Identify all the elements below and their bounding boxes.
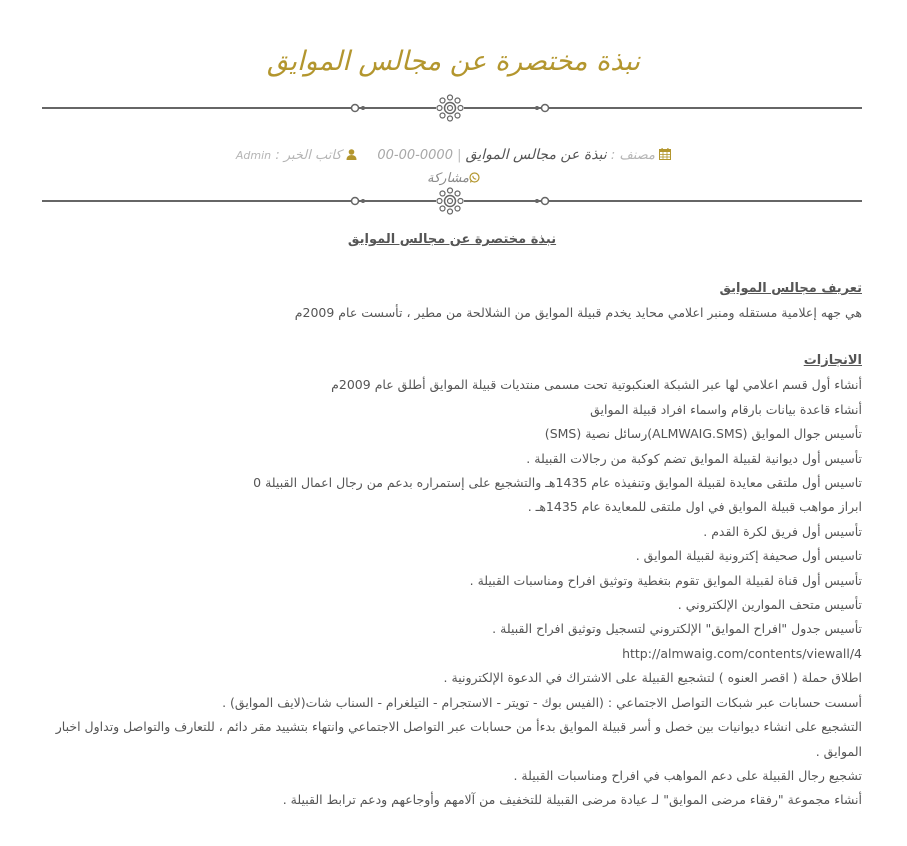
publish-date: 0000-00-00: [377, 148, 453, 163]
achievement-item: أنشاء أول قسم اعلامي لها عبر الشبكة العنكبوتية تحت مسمى منتديات قبيلة الموايق أطلق عام 2009م: [331, 377, 862, 393]
share-link[interactable]: [427, 171, 480, 186]
ornamental-divider: [42, 186, 862, 216]
achievement-item: تأسيس أول ديوانية لقبيلة الموايق تضم كوكبة من رجالات القبيلة .: [526, 450, 862, 466]
category-link[interactable]: نبذة عن مجالس الموايق: [465, 147, 607, 163]
achievement-item: أنشاء قاعدة بيانات بارقام واسماء افراد قبيلة الموايق: [590, 401, 862, 417]
flower-ornament-icon: [42, 186, 862, 216]
achievement-item: اطلاق حملة ( اقصر العنوه ) لتشجيع القبيلة على الاشتراك في الدعوة الإلكترونية .: [443, 670, 862, 686]
achievement-item: تأسيس جوال الموايق (ALMWAIG.SMS)رسائل نصية (SMS): [544, 426, 862, 442]
achievement-item: أنشاء مجموعة "رفقاء مرضى الموايق" لـ عيادة مرضى القبيلة للتخفيف من آلامهم وأوجاعهم ودعم ترابط القبيلة .: [282, 792, 862, 808]
achievement-item: تأسيس جدول "افراح الموايق" الإلكتروني لتسجيل وتوثيق افراح القبيلة .: [492, 621, 862, 637]
definition-text: هي جهه إعلامية مستقله ومنبر اعلامي محايد يخدم قبيلة الموايق من الشلالحة من مطير ، تأسست عام 2009م: [294, 305, 862, 320]
author-name: Admin: [235, 149, 272, 162]
achievement-item: التشجيع على انشاء ديوانيات بين خصل و أسر قبيلة الموايق بدءأ من حسابات عبر التواصل الاجتماعي وانتهاء بتشييد مقر دائم ، للتعارف والتواصل وتداول اخبار الموايق .: [55, 719, 862, 759]
share-label: مشاركة: [427, 171, 469, 186]
meta-separator: |: [457, 148, 462, 163]
author-label: كاتب الخبر :: [275, 148, 342, 163]
achievement-item: أسست حسابات عبر شبكات التواصل الاجتماعي : (الفيس بوك - تويتر - الاستجرام - التيلغرام - السناب شات(لايف الموايق) .: [222, 694, 862, 710]
achievement-item: تاسيس أول ملتقى معايدة لقبيلة الموايق وتنفيذه عام 1435هـ والتشجيع على إستمراره بدعم من رجال اعمال القبيلة 0: [253, 475, 862, 491]
definition-heading: تعريف مجالس الموايق: [719, 281, 862, 296]
achievement-url: http://almwaig.com/contents/viewall/4: [622, 645, 862, 661]
flower-ornament-icon: [42, 93, 862, 123]
achievement-item: ابراز مواهب قبيلة الموايق في اول ملتقى للمعايدة عام 1435هـ .: [527, 499, 862, 515]
article-body: [42, 228, 862, 813]
category-label: مصنف :: [610, 148, 655, 163]
page-title: نبذة مختصرة عن مجالس الموايق: [266, 46, 641, 77]
ornamental-divider: [42, 93, 862, 123]
achievement-item: تأسيس أول فريق لكرة القدم .: [703, 523, 862, 539]
calendar-icon: [659, 147, 671, 167]
spacer: [42, 325, 862, 349]
achievement-item: تأسيس أول قناة لقبيلة الموايق تقوم بتغطية وتوثيق افراح ومناسبات القبيلة .: [469, 572, 862, 588]
article-heading: نبذة مختصرة عن مجالس الموايق: [347, 232, 557, 247]
achievement-item: تشجيع رجال القبيلة على دعم المواهب في افراح ومناسبات القبيلة .: [513, 767, 862, 783]
user-icon: [346, 147, 357, 167]
article-meta: [0, 145, 907, 167]
achievements-heading: الانجازات: [803, 353, 862, 369]
achievement-item: تأسيس متحف الموارين الإلكتروني .: [677, 597, 862, 613]
achievement-item: تاسيس أول صحيفة إكترونية لقبيلة الموايق .: [635, 548, 862, 564]
